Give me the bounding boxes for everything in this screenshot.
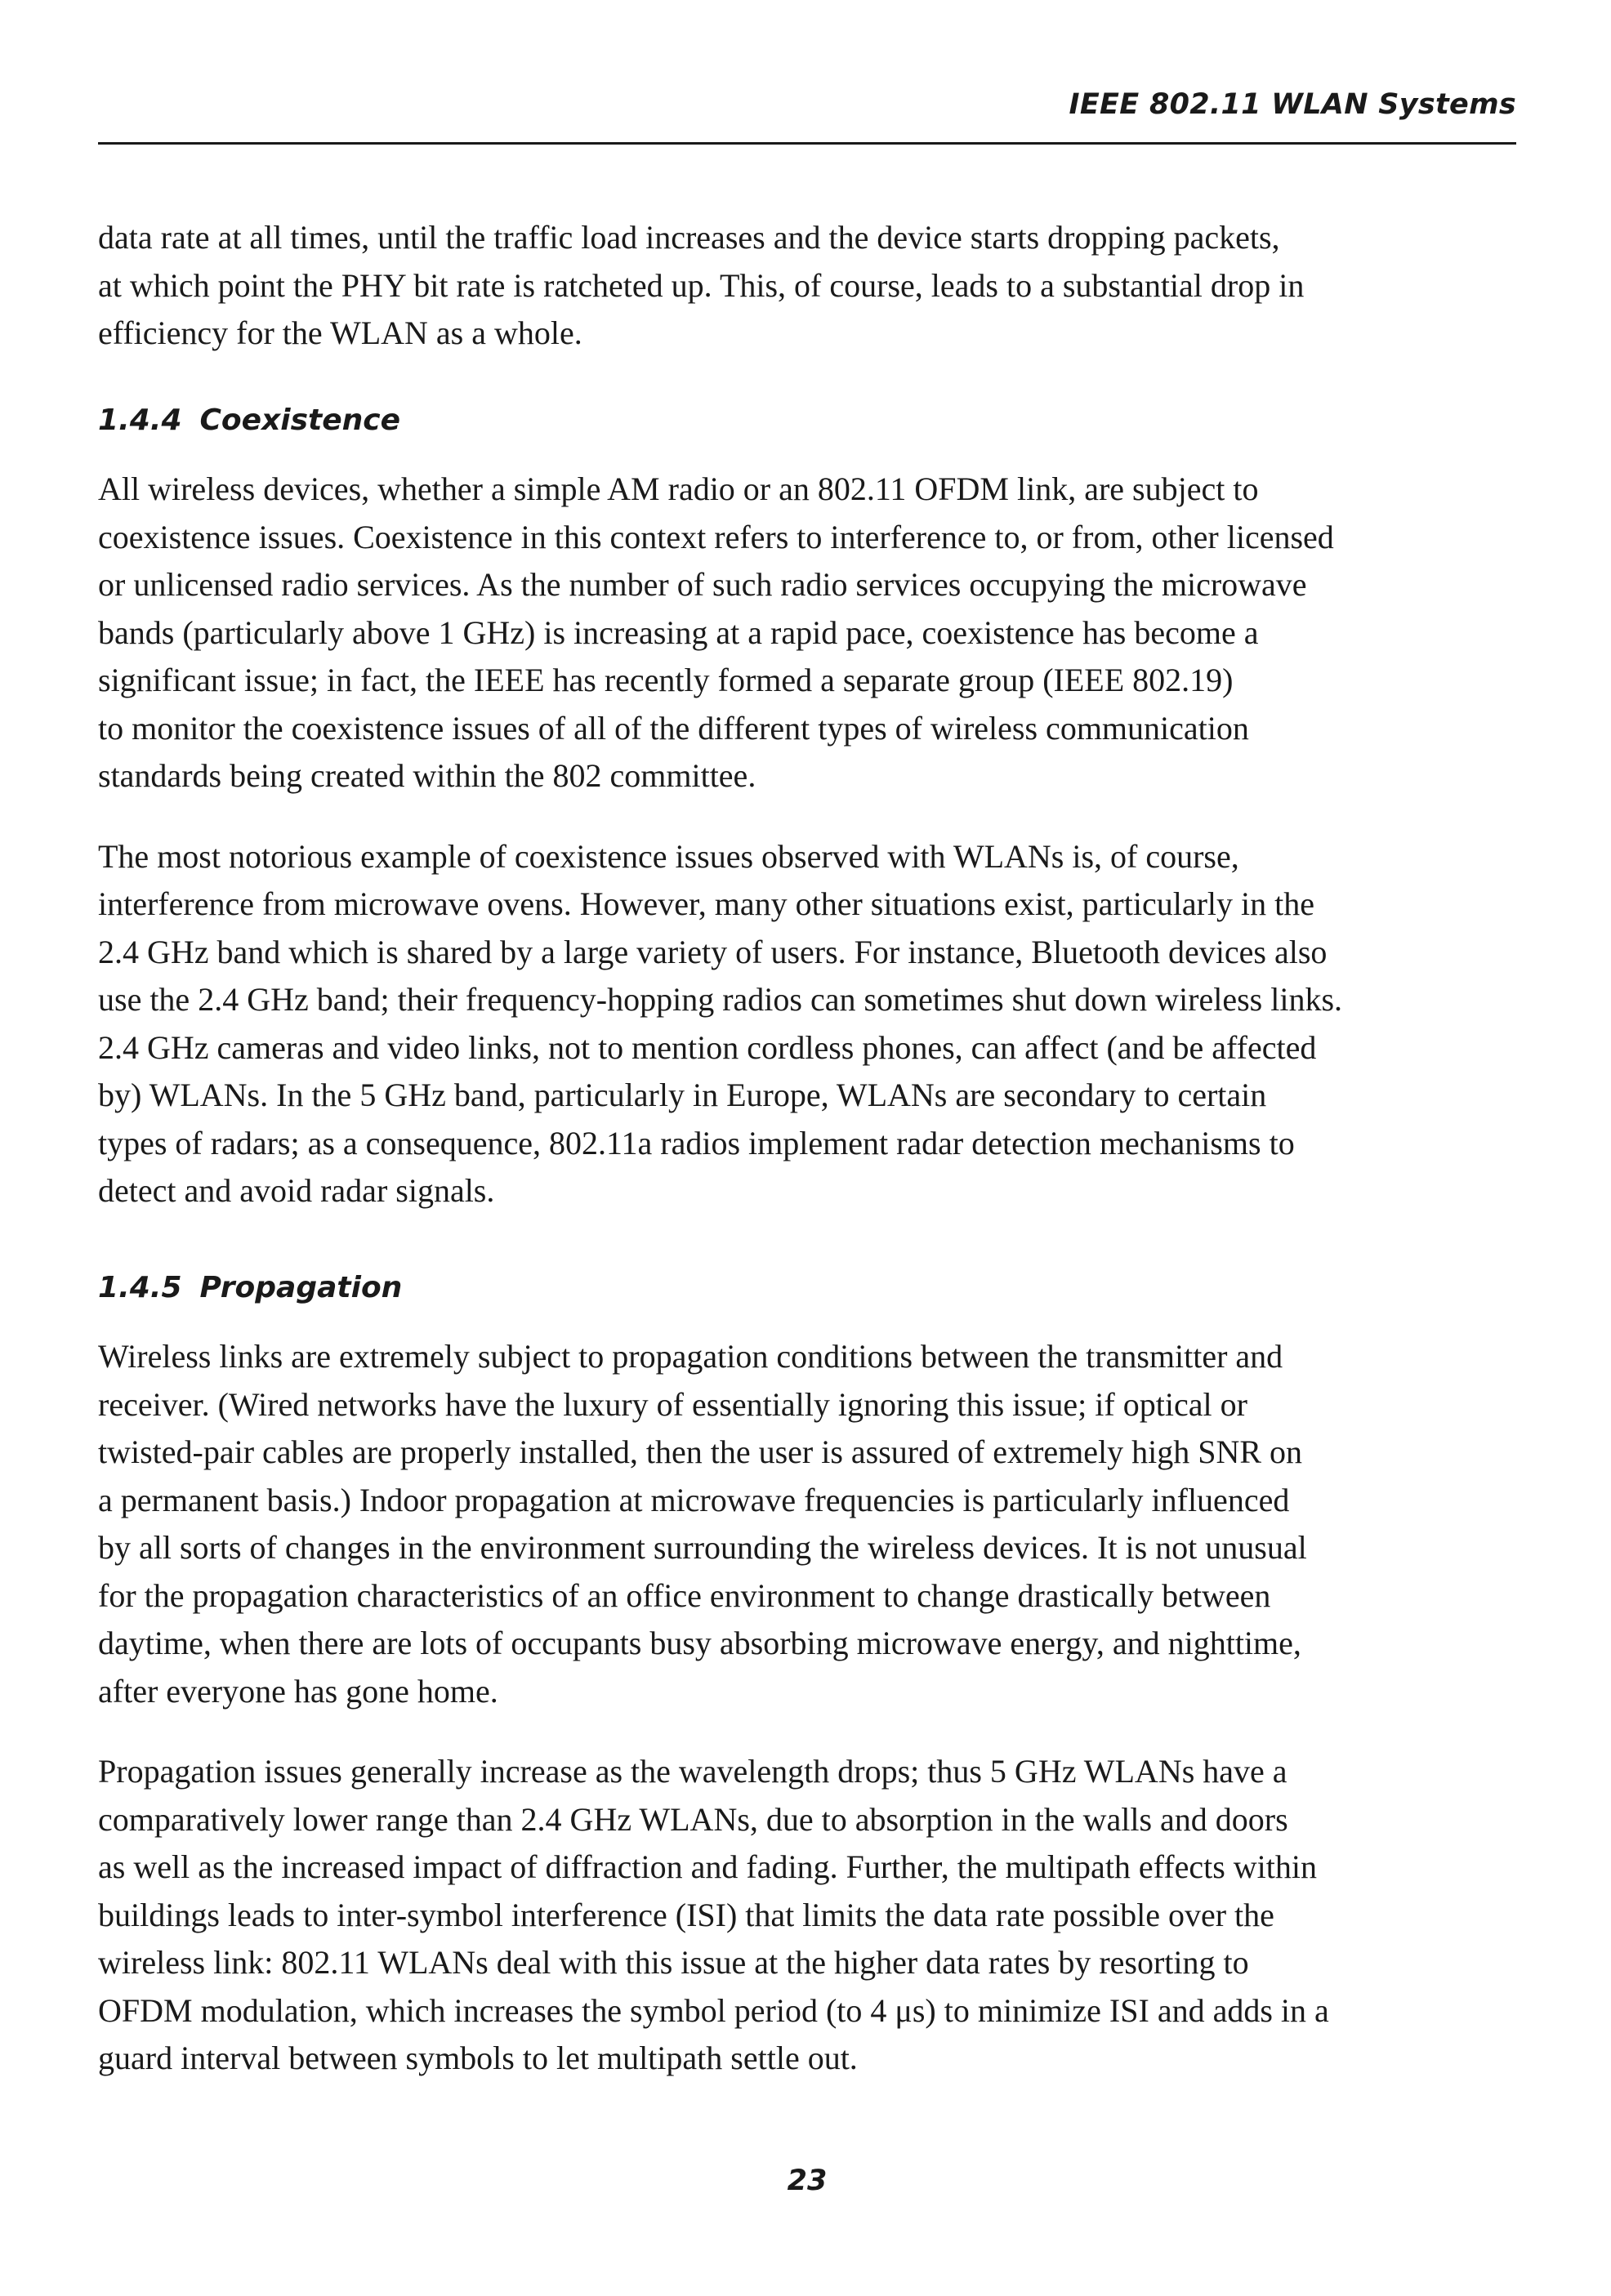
text-line: as well as the increased impact of diffraction and fading. Further, the multipath effects within: [98, 1848, 1318, 1885]
coexistence-paragraph-2: [98, 833, 1516, 1215]
text-line: twisted-pair cables are properly installed, then the user is assured of extremely high SNR on: [98, 1433, 1303, 1470]
text-line: buildings leads to inter-symbol interference (ISI) that limits the data rate possible over the: [98, 1896, 1274, 1933]
text-line: 2.4 GHz band which is shared by a large variety of users. For instance, Bluetooth devices also: [98, 933, 1328, 970]
text-line: or unlicensed radio services. As the number of such radio services occupying the microwave: [98, 566, 1307, 603]
text-line: standards being created within the 802 committee.: [98, 757, 756, 794]
text-line: use the 2.4 GHz band; their frequency-hopping radios can sometimes shut down wireless links.: [98, 981, 1343, 1018]
section-title: Propagation: [199, 1270, 403, 1304]
section-number: 1.4.4: [98, 403, 182, 437]
section-heading-coexistence: [98, 397, 1516, 445]
section-heading-propagation: [98, 1264, 1516, 1313]
text-line: at which point the PHY bit rate is ratcheted up. This, of course, leads to a substantial drop in: [98, 266, 1305, 304]
running-header: IEEE 802.11 WLAN Systems: [1069, 88, 1516, 121]
text-line: comparatively lower range than 2.4 GHz WLANs, due to absorption in the walls and doors: [98, 1800, 1288, 1838]
text-line: efficiency for the WLAN as a whole.: [98, 314, 582, 351]
intro-paragraph: [98, 214, 1516, 358]
text-line: interference from microwave ovens. However, many other situations exist, particularly in the: [98, 885, 1315, 922]
text-line: The most notorious example of coexistence issues observed with WLANs is, of course,: [98, 837, 1239, 875]
text-line: a permanent basis.) Indoor propagation at microwave frequencies is particularly influenced: [98, 1481, 1290, 1518]
text-line: by) WLANs. In the 5 GHz band, particularly in Europe, WLANs are secondary to certain: [98, 1077, 1267, 1113]
propagation-paragraph-1: [98, 1333, 1516, 1715]
document-page: [98, 0, 1516, 2296]
text-line: types of radars; as a consequence, 802.11a radios implement radar detection mechanisms to: [98, 1124, 1295, 1161]
text-line: 2.4 GHz cameras and video links, not to mention cordless phones, can affect (and be affected: [98, 1028, 1317, 1066]
section-number: 1.4.5: [98, 1270, 182, 1304]
text-line: Wireless links are extremely subject to propagation conditions between the transmitter and: [98, 1338, 1283, 1375]
page-body: [98, 214, 1516, 2083]
text-line: daytime, when there are lots of occupants busy absorbing microwave energy, and nighttime,: [98, 1625, 1301, 1661]
text-line: by all sorts of changes in the environment surrounding the wireless devices. It is not unusual: [98, 1529, 1307, 1566]
text-line: for the propagation characteristics of an office environment to change drastically between: [98, 1576, 1271, 1614]
text-line: wireless link: 802.11 WLANs deal with this issue at the higher data rates by resorting to: [98, 1944, 1249, 1981]
text-line: receiver. (Wired networks have the luxury of essentially ignoring this issue; if optical or: [98, 1385, 1247, 1423]
text-line: detect and avoid radar signals.: [98, 1172, 495, 1209]
text-line: bands (particularly above 1 GHz) is increasing at a rapid pace, coexistence has become a: [98, 613, 1259, 651]
text-line: to monitor the coexistence issues of all of the different types of wireless communication: [98, 709, 1249, 747]
propagation-paragraph-2: [98, 1748, 1516, 2083]
text-line: OFDM modulation, which increases the symbol period (to 4 μs) to minimize ISI and adds in a: [98, 1991, 1329, 2029]
section-title: Coexistence: [199, 403, 401, 437]
coexistence-paragraph-1: [98, 466, 1516, 800]
page-number: 23: [787, 2164, 828, 2197]
text-line: All wireless devices, whether a simple AM radio or an 802.11 OFDM link, are subject to: [98, 470, 1259, 507]
text-line: coexistence issues. Coexistence in this context refers to interference to, or from, other licensed: [98, 518, 1334, 555]
text-line: Propagation issues generally increase as the wavelength drops; thus 5 GHz WLANs have a: [98, 1753, 1287, 1790]
header-rule: [98, 142, 1516, 145]
text-line: after everyone has gone home.: [98, 1672, 498, 1710]
text-line: significant issue; in fact, the IEEE has recently formed a separate group (IEEE 802.19): [98, 662, 1234, 698]
text-line: guard interval between symbols to let multipath settle out.: [98, 2040, 858, 2076]
text-line: data rate at all times, until the traffic load increases and the device starts dropping packets,: [98, 219, 1280, 256]
